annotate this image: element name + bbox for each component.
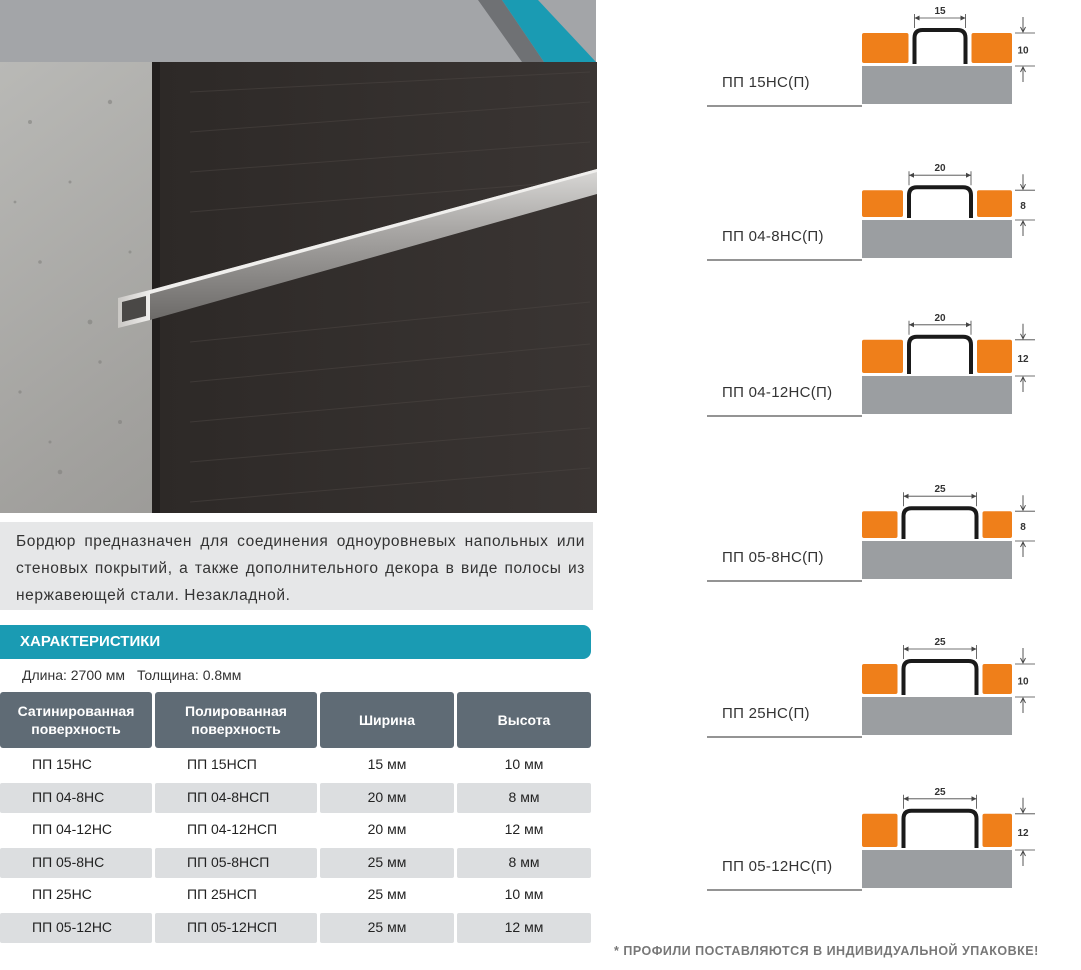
profile-label: ПП 25НС(П) bbox=[722, 705, 810, 722]
tile-right bbox=[977, 190, 1012, 217]
profile-label: ПП 05-8НС(П) bbox=[722, 549, 824, 566]
table-body bbox=[0, 748, 591, 943]
length-spec: Длина: 2700 мм bbox=[22, 667, 126, 683]
width-cell: 20 мм bbox=[367, 821, 407, 838]
header-height: Высота bbox=[457, 692, 591, 748]
height-arrow-bottom bbox=[1021, 377, 1026, 392]
height-value: 8 bbox=[1020, 201, 1026, 213]
height-cell: 10 мм bbox=[504, 886, 544, 903]
polished-code-cell: ПП 04-8НСП bbox=[187, 788, 270, 805]
height-arrow-top bbox=[1021, 798, 1026, 813]
product-description: Бордюр предназначен для соединения одноуровневых напольных или стеновых покрытий, а также дополнительного декора в виде полосы из нержавеющей стали. Незакладной. bbox=[0, 522, 593, 610]
height-cell: 12 мм bbox=[504, 821, 544, 838]
height-cell: 8 мм bbox=[508, 788, 540, 805]
base-block bbox=[862, 220, 1012, 258]
height-cell: 10 мм bbox=[504, 756, 544, 773]
profile-label: ПП 15НС(П) bbox=[722, 74, 810, 91]
profile-drawing bbox=[705, 6, 1045, 116]
profile-drawing bbox=[705, 481, 1045, 591]
height-arrow-bottom bbox=[1021, 698, 1026, 713]
width-value: 25 bbox=[934, 786, 946, 798]
height-arrow-bottom bbox=[1021, 221, 1026, 236]
height-value: 12 bbox=[1017, 827, 1029, 839]
height-value: 10 bbox=[1017, 45, 1029, 57]
profile-diagram bbox=[705, 786, 1045, 900]
profile-label: ПП 05-12НС(П) bbox=[722, 858, 833, 875]
base-block bbox=[862, 541, 1012, 579]
table-row bbox=[0, 748, 591, 781]
profile-drawing bbox=[705, 637, 1045, 747]
steel-profile bbox=[915, 30, 966, 64]
height-arrow-bottom bbox=[1021, 67, 1026, 82]
polished-code-cell: ПП 05-12НСП bbox=[187, 918, 278, 935]
profile-diagram bbox=[705, 312, 1045, 426]
polished-code-cell: ПП 04-12НСП bbox=[187, 821, 278, 838]
profile-label: ПП 04-12НС(П) bbox=[722, 384, 833, 401]
base-block bbox=[862, 66, 1012, 104]
spec-table bbox=[0, 692, 591, 943]
thickness-spec: Толщина: 0.8мм bbox=[136, 667, 242, 683]
table-row bbox=[0, 878, 591, 911]
width-cell: 25 мм bbox=[367, 886, 407, 903]
tile-left bbox=[862, 814, 898, 847]
satin-code-cell: ПП 04-12НС bbox=[32, 821, 113, 838]
tile-left bbox=[862, 664, 898, 694]
header-satin: Сатинированная поверхность bbox=[0, 692, 152, 748]
table-row bbox=[0, 846, 591, 879]
steel-profile bbox=[904, 508, 977, 539]
banner-accent-stripe bbox=[478, 0, 596, 62]
satin-code-cell: ПП 15НС bbox=[32, 756, 92, 773]
profile-drawing bbox=[705, 786, 1045, 900]
header-polished: Полированная поверхность bbox=[155, 692, 317, 748]
tile-right bbox=[983, 814, 1013, 847]
profile-diagram bbox=[705, 481, 1045, 591]
width-value: 20 bbox=[934, 312, 946, 324]
width-value: 20 bbox=[934, 163, 946, 175]
satin-code-cell: ПП 25НС bbox=[32, 886, 92, 903]
polished-code-cell: ПП 05-8НСП bbox=[187, 853, 270, 870]
height-arrow-bottom bbox=[1021, 851, 1026, 866]
satin-code-cell: ПП 05-8НС bbox=[32, 853, 105, 870]
height-arrow-top bbox=[1021, 174, 1026, 189]
table-row bbox=[0, 781, 591, 814]
characteristics-header: ХАРАКТЕРИСТИКИ bbox=[0, 625, 591, 659]
profile-drawing bbox=[705, 312, 1045, 426]
profile-diagram bbox=[705, 6, 1045, 116]
satin-code-cell: ПП 05-12НС bbox=[32, 918, 113, 935]
base-block bbox=[862, 697, 1012, 735]
table-header bbox=[0, 692, 591, 748]
tile-right bbox=[983, 511, 1013, 538]
steel-profile bbox=[904, 811, 977, 848]
product-photo bbox=[0, 62, 597, 513]
satin-code-cell: ПП 04-8НС bbox=[32, 788, 105, 805]
polished-code-cell: ПП 15НСП bbox=[187, 756, 257, 773]
profile-diagram bbox=[705, 160, 1045, 270]
profile-label: ПП 04-8НС(П) bbox=[722, 228, 824, 245]
tile-left bbox=[862, 340, 903, 373]
width-cell: 20 мм bbox=[367, 788, 407, 805]
tile-right bbox=[983, 664, 1013, 694]
steel-profile bbox=[904, 661, 977, 695]
height-arrow-top bbox=[1021, 324, 1026, 339]
height-value: 12 bbox=[1017, 353, 1029, 365]
height-arrow-top bbox=[1021, 648, 1026, 663]
height-arrow-top bbox=[1021, 495, 1026, 510]
height-arrow-top bbox=[1021, 17, 1026, 32]
height-arrow-bottom bbox=[1021, 542, 1026, 557]
base-block bbox=[862, 376, 1012, 414]
steel-profile bbox=[909, 337, 971, 374]
width-value: 15 bbox=[934, 6, 946, 17]
tile-left bbox=[862, 511, 898, 538]
tile-right bbox=[977, 340, 1012, 373]
width-value: 25 bbox=[934, 637, 946, 648]
profile-drawing bbox=[705, 160, 1045, 270]
width-cell: 25 мм bbox=[367, 918, 407, 935]
height-cell: 12 мм bbox=[504, 918, 544, 935]
height-value: 10 bbox=[1017, 676, 1029, 688]
tile-left bbox=[862, 33, 909, 63]
base-block bbox=[862, 850, 1012, 888]
table-row bbox=[0, 813, 591, 846]
polished-code-cell: ПП 25НСП bbox=[187, 886, 257, 903]
table-row bbox=[0, 911, 591, 944]
specs-line bbox=[22, 667, 249, 683]
footnote: * ПРОФИЛИ ПОСТАВЛЯЮТСЯ В ИНДИВИДУАЛЬНОЙ УПАКОВКЕ! bbox=[614, 944, 1039, 958]
height-cell: 8 мм bbox=[508, 853, 540, 870]
tile-right bbox=[972, 33, 1013, 63]
profile-diagram bbox=[705, 637, 1045, 747]
steel-profile bbox=[909, 187, 971, 218]
tile-left bbox=[862, 190, 903, 217]
height-value: 8 bbox=[1020, 522, 1026, 534]
width-cell: 15 мм bbox=[367, 756, 407, 773]
width-cell: 25 мм bbox=[367, 853, 407, 870]
header-width: Ширина bbox=[320, 692, 454, 748]
width-value: 25 bbox=[934, 484, 946, 496]
